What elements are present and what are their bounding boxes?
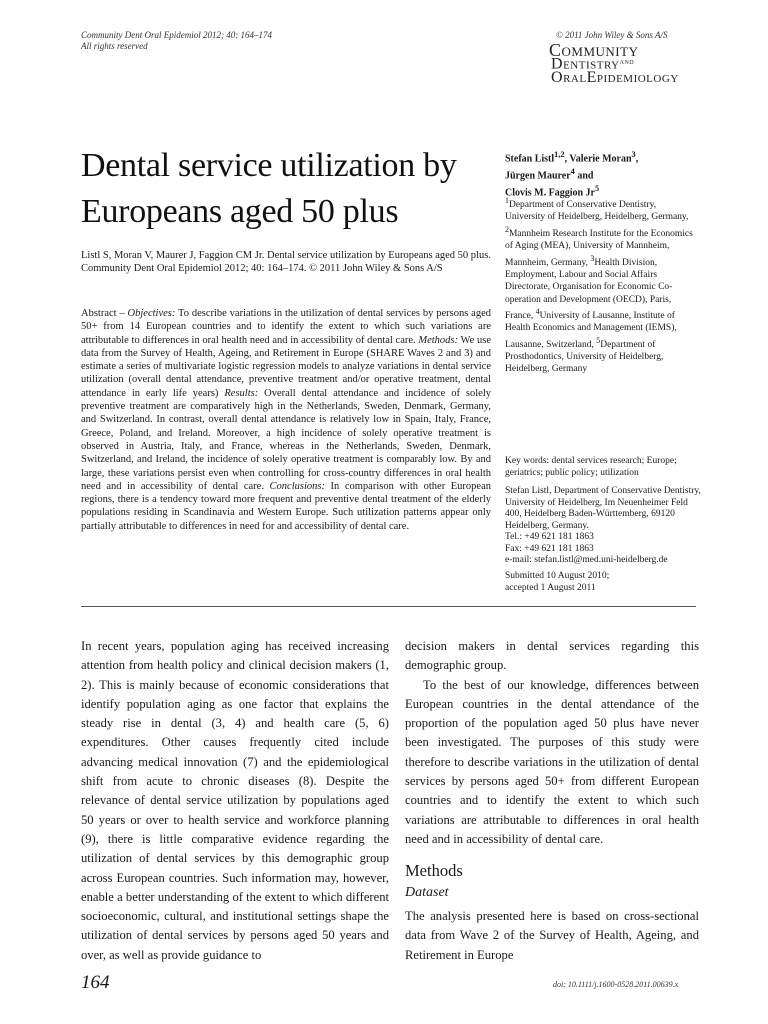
journal-reference: Community Dent Oral Epidemiol 2012; 40: 164–174 <box>81 30 272 40</box>
results-text: Overall dental attendance and incidence of solely preventive treatment are comparatively high in the Netherlands, Sweden, Denmark, Germany, and Switzerland. In contrast, overall dental attendance is relatively low in Spain, Italy, France, Greece, Poland, and Ireland. Moreover, a high incidence of solely operative treatment is observed in Austria, Italy, and France, whereas in the Netherlands, Sweden, Denmark, Switzerland, and Ireland, the incidence of solely operative treatment is comparably low. By and large, these variations persist even when controlling for cross-country differences in oral health need and in accessibility of dental care. <box>81 387 491 492</box>
methods-text: We use data from the Survey of Health, Ageing, and Retirement in Europe (SHARE Waves 2 and 3) and estimate a series of multivariate logistic regression models to analyze variations in dental service utilization (overall dental attendance, preventive treatment and/or operative treatment, dental attendance in early life years) <box>81 334 491 399</box>
correspondence-fax: Fax: +49 621 181 1863 <box>505 543 594 554</box>
correspondence-email: e-mail: stefan.listl@med.uni-heidelberg.de <box>505 555 668 565</box>
author-affil-marker: 1,2 <box>554 150 565 159</box>
author-separator: , <box>635 153 639 165</box>
affiliation-text: Department of Conservative Dentistry, University of Heidelberg, Heidelberg, Germany, <box>505 200 689 223</box>
affiliations <box>505 195 697 376</box>
conclusions-label: Conclusions: <box>269 480 325 492</box>
title-line-2: Europeans aged 50 plus <box>81 193 399 230</box>
submission-dates <box>505 571 705 594</box>
correspondence-address: Stefan Listl, Department of Conservative Dentistry, University of Heidelberg, Im Neuenheimer Feld 400, Heidelberg Baden-Württemberg, 69120 Heidelberg, Germany. <box>505 486 701 531</box>
keywords: Key words: dental services research; Europe; geriatrics; public policy; utilization <box>505 456 677 478</box>
affil-marker: 4 <box>535 306 540 316</box>
rights-statement: All rights reserved <box>81 41 148 51</box>
section-divider <box>81 606 696 607</box>
objectives-text: To describe variations in the utilization of dental services by persons aged 50+ from 14 European countries and to identify the extent to which such variations are attributable to differences in oral health need and in accessibility of dental care. <box>81 308 491 346</box>
author-separator: , <box>564 153 570 165</box>
results-label: Results: <box>224 387 259 399</box>
author-list <box>505 149 705 199</box>
objectives-label: Objectives: <box>127 308 176 319</box>
body-column-left <box>81 637 389 965</box>
methods-label: Methods: <box>418 334 459 346</box>
affiliation-text: Department of Prosthodontics, University of Heidelberg, Heidelberg, Germany <box>505 339 664 375</box>
author-name: Clovis M. Faggion Jr <box>505 186 595 198</box>
body-paragraph: To the best of our knowledge, differences between European countries in the dental attendance of the proportion of the population aged 50 plus have never been investigated. The purposes of this study were therefore to describe variations in the utilization of dental services by persons aged 50+ from different European countries and to identify the extent to which such variations are attributable to differences in oral health need and in accessibility of dental care. <box>405 677 699 846</box>
logo-line-community: COMMUNITY <box>549 40 639 60</box>
running-header-left <box>81 30 272 52</box>
copyright-notice: © 2011 John Wiley & Sons A/S <box>556 30 668 40</box>
affil-marker: 5 <box>596 335 601 345</box>
dataset-subheading: Dataset <box>405 885 449 900</box>
correspondence <box>505 486 705 567</box>
author-name: Stefan Listl <box>505 153 555 165</box>
logo-line-oral-epidemiology: ORALEPIDEMIOLOGY <box>551 68 679 86</box>
affiliation-text: Health Division, Employment, Labour and Social Affairs Directorate, Organisation for Economic Co-operation and Development (OECD), Paris, France, <box>505 257 673 321</box>
conclusions-text: In comparison with other European regions, there is a tendency toward more frequent and preventive dental treatment of the elderly populations residing in Scandinavia and Western Europe. Such utilization patterns appear only partially attributable to differences in need for and accessibility of dental care. <box>81 480 491 532</box>
citation: Listl S, Moran V, Maurer J, Faggion CM Jr. Dental service utilization by Europeans aged 50 plus. Community Dent Oral Epidemiol 2012; 40: 164–174. © 2011 John Wiley & Sons A/S <box>81 250 491 275</box>
accepted-date: accepted 1 August 2011 <box>505 582 596 593</box>
affiliation-text: University of Lausanne, Institute of Health Economics and Management (IEMS), Lausanne, Switzerland, <box>505 311 677 350</box>
correspondence-tel: Tel.: +49 621 181 1863 <box>505 532 594 542</box>
author-affil-marker: 3 <box>631 150 636 159</box>
body-paragraph: decision makers in dental services regarding this demographic group. <box>405 639 699 673</box>
author-affil-marker: 5 <box>595 183 600 193</box>
abstract-lead: Abstract – <box>81 308 128 319</box>
affil-marker: 2 <box>505 224 509 234</box>
submitted-date: Submitted 10 August 2010; <box>505 571 610 581</box>
author-separator: and <box>574 170 594 182</box>
journal-logo <box>549 40 689 86</box>
author-name: Valerie Moran <box>569 153 632 165</box>
body-paragraph: The analysis presented here is based on cross-sectional data from Wave 2 of the Survey of Health, Ageing, and Retirement in Europe <box>405 909 699 962</box>
author-name: Jürgen Maurer <box>505 170 571 182</box>
logo-line-dentistry: $DENTISTRY^{AND}$ <box>551 55 635 73</box>
title-line-1: Dental service utilization by <box>81 147 457 184</box>
affil-marker: 3 <box>590 253 595 263</box>
affiliation-text: Mannheim Research Institute for the Economics of Aging (MEA), University of Mannheim, Mannheim, Germany, <box>505 228 693 268</box>
abstract <box>81 307 491 533</box>
page-number: 164 <box>81 972 110 993</box>
article-title <box>81 143 481 235</box>
author-affil-marker: 4 <box>570 166 575 176</box>
affil-marker: 1 <box>505 196 509 205</box>
body-paragraph: In recent years, population aging has received increasing attention from health policy and clinical decision makers (1, 2). This is mainly because of economic considerations that identify population aging as one factor that explains the steady rise in dental (3, 4) and health care (5, 6) expenditures. Other causes frequently cited include advancing medical innovation (7) and the epidemiological shift from acute to chronic diseases (8). Despite the relevance of dental service utilization by populations aged 50 years or over to health service and workforce planning (9), there is little comparative evidence regarding the utilization of dental services by this demographic group across European countries. Such information may, however, enable a better understanding of the extent to which different socioeconomic, cultural, and institutional settings shape the utilization of dental services by persons aged 50 years and over, as well as provide guidance to <box>81 639 389 962</box>
body-column-right <box>405 637 699 849</box>
methods-heading: Methods <box>405 861 463 880</box>
doi: doi: 10.1111/j.1600-0528.2011.00639.x <box>553 980 679 989</box>
